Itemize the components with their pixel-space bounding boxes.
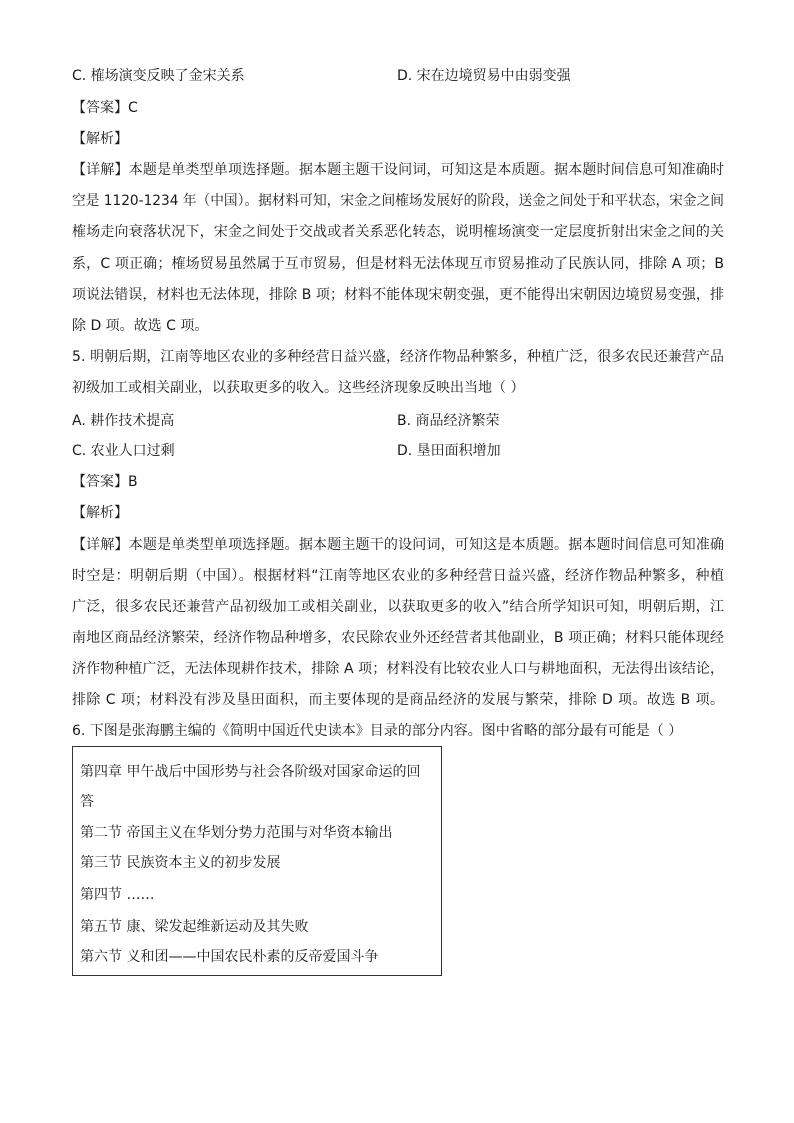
answer-label: 【答案】B xyxy=(72,474,138,490)
explanation-line: 【详解】本题是单类型单项选择题。据本题主题干设问词，可知这是本质题。据本题时间信息可知准确时 xyxy=(72,162,725,178)
toc-line: 第三节 民族资本主义的初步发展 xyxy=(80,855,281,871)
option-b: B. 商品经济繁荣 xyxy=(397,413,500,429)
explanation-line: 空是 1120-1234 年（中国）。据材料可知，宋金之间榷场发展好的阶段，送金之间处于和平状态，宋金之间 xyxy=(72,193,724,209)
explanation-line: 项说法错误，材料也无法体现，排除 B 项；材料不能体现宋朝变强，更不能得出宋朝因边境贸易变强，排 xyxy=(72,287,725,303)
explanation-line: 时空是：明朝后期（中国）。根据材料“江南等地区农业的多种经营日益兴盛，经济作物品种繁多，种植 xyxy=(72,568,725,584)
explanation-line: 榷场走向衰落状况下，宋金之间处于交战或者关系恶化转态，说明榷场演变一定层度折射出宋金之间的关 xyxy=(72,224,725,240)
answer-label: 【答案】C xyxy=(72,100,138,116)
toc-line: 答 xyxy=(80,794,94,810)
table-of-contents-box xyxy=(72,746,442,976)
explanation-line: 南地区商品经济繁荣，经济作物品种增多，农民除农业外还经营者其他副业，B 项正确；材料只能体现经 xyxy=(72,630,725,646)
explanation-line: 济作物种植广泛，无法体现耕作技术，排除 A 项；材料没有比较农业人口与耕地面积，无法得出该结论， xyxy=(72,661,725,677)
question-stem: 6. 下图是张海鹏主编的《简明中国近代史读本》目录的部分内容。图中省略的部分最有可能是（ ） xyxy=(72,723,683,739)
explanation-line: 系，C 项正确；榷场贸易虽然属于互市贸易，但是材料无法体现互市贸易推动了民族认同，排除 A 项；B xyxy=(72,256,725,272)
explanation-line: 排除 C 项；材料没有涉及垦田面积，而主要体现的是商品经济的发展与繁荣，排除 D 项。故选 B 项。 xyxy=(72,692,725,708)
option-c: C. 榷场演变反映了金宋关系 xyxy=(72,68,245,84)
explanation-line: 除 D 项。故选 C 项。 xyxy=(72,318,209,334)
analysis-label: 【解析】 xyxy=(72,131,128,147)
toc-line: 第四章 甲午战后中国形势与社会各阶级对国家命运的回 xyxy=(80,764,421,780)
question-stem: 5. 明朝后期，江南等地区农业的多种经营日益兴盛，经济作物品种繁多，种植广泛，很多农民还兼营产品 xyxy=(72,349,725,365)
toc-line: 第二节 帝国主义在华划分势力范围与对华资本输出 xyxy=(80,825,393,841)
toc-line: 第五节 康、梁发起维新运动及其失败 xyxy=(80,919,309,935)
toc-line: 第四节 …… xyxy=(80,887,155,903)
explanation-line: 广泛，很多农民还兼营产品初级加工或相关副业，以获取更多的收入”结合所学知识可知，明朝后期，江 xyxy=(72,599,725,615)
option-c: C. 农业人口过剩 xyxy=(72,443,175,459)
toc-line: 第六节 义和团——中国农民朴素的反帝爱国斗争 xyxy=(80,949,379,965)
analysis-label: 【解析】 xyxy=(72,505,128,521)
question-stem: 初级加工或相关副业，以获取更多的收入。这些经济现象反映出当地（ ） xyxy=(72,380,525,396)
option-a: A. 耕作技术提高 xyxy=(72,413,175,429)
explanation-line: 【详解】本题是单类型单项选择题。据本题主题干的设问词，可知这是本质题。据本题时间信息可知准确 xyxy=(72,537,725,553)
option-d: D. 宋在边境贸易中由弱变强 xyxy=(397,68,571,84)
option-d: D. 垦田面积增加 xyxy=(397,443,501,459)
